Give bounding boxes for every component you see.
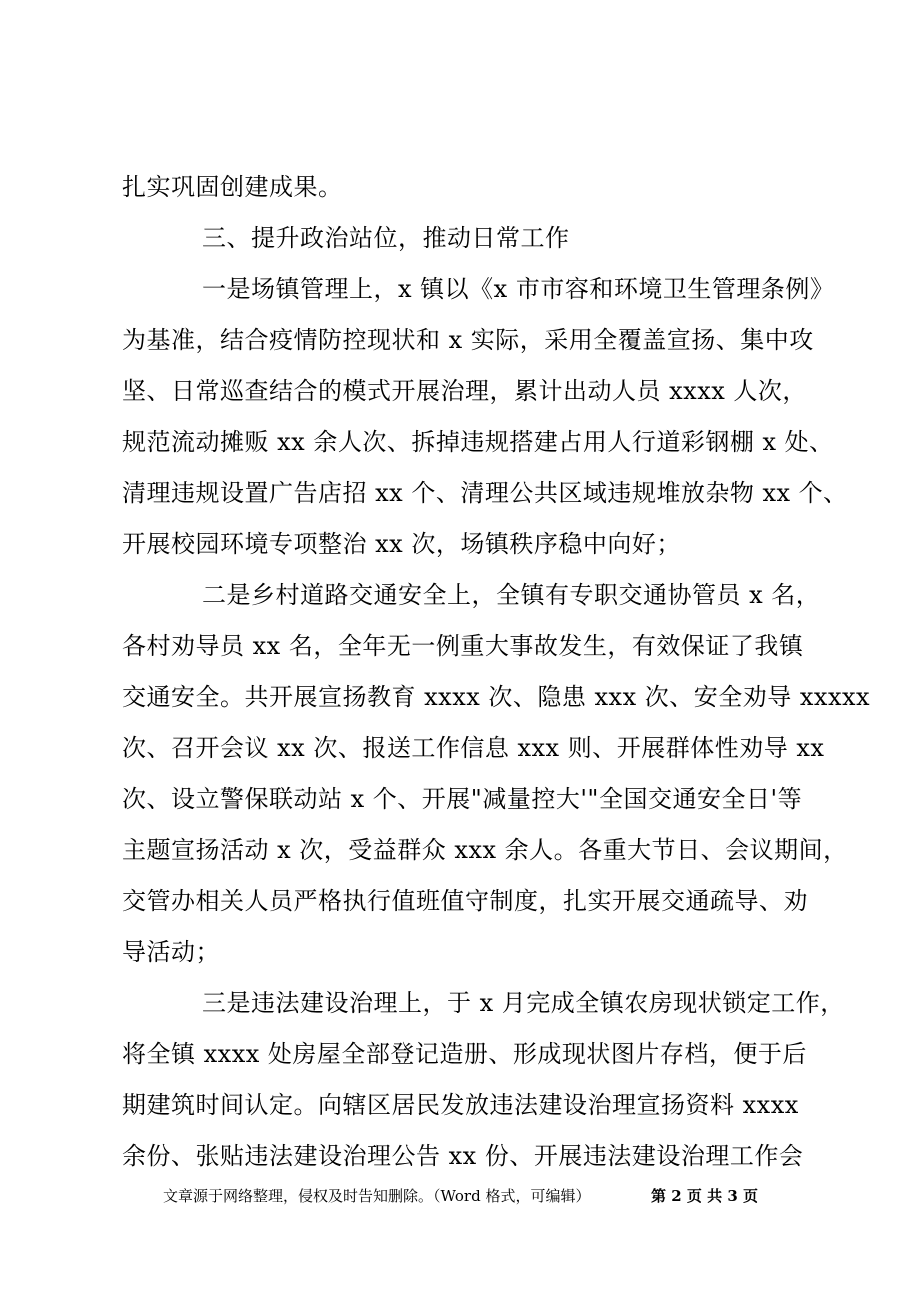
text-line-7: 清理违规设置广告店招 xx 个、清理公共区域违规堆放杂物 xx 个、 xyxy=(122,479,848,507)
text-line-9: 二是乡村道路交通安全上，全镇有专职交通协管员 x 名， xyxy=(202,581,821,609)
page-footer xyxy=(0,1186,920,1206)
text-line-20: 余份、张贴违法建设治理公告 xx 份、开展违法建设治理工作会 xyxy=(122,1142,804,1170)
text-line-12: 次、召开会议 xx 次、报送工作信息 xxx 则、开展群体性劝导 xx xyxy=(122,734,825,762)
text-line-8: 开展校园环境专项整治 xx 次，场镇秩序稳中向好； xyxy=(122,530,681,558)
text-line-4: 为基准，结合疫情防控现状和 x 实际，采用全覆盖宣扬、集中攻 xyxy=(122,326,814,354)
text-line-3: 一是场镇管理上，x 镇以《x 市市容和环境卫生管理条例》 xyxy=(202,275,835,303)
text-line-15: 交管办相关人员严格执行值班值守制度，扎实开展交通疏导、劝 xyxy=(122,887,808,915)
text-line-14: 主题宣扬活动 x 次，受益群众 xxx 余人。各重大节日、会议期间， xyxy=(122,836,848,864)
section-heading: 三、提升政治站位，推动日常工作 xyxy=(202,224,570,252)
footer-note: 文章源于网络整理，侵权及时告知删除。（Word 格式，可编辑） xyxy=(163,1187,591,1205)
text-line-13: 次、设立警保联动站 x 个、开展"减量控大'"全国交通安全日'等 xyxy=(122,785,803,813)
text-line-19: 期建筑时间认定。向辖区居民发放违法建设治理宣扬资料 xxxx xyxy=(122,1091,799,1119)
page-number: 第 2 页 共 3 页 xyxy=(651,1187,758,1205)
text-line-1: 扎实巩固创建成果。 xyxy=(122,173,343,201)
text-line-18: 将全镇 xxxx 处房屋全部登记造册、形成现状图片存档，便于后 xyxy=(122,1040,807,1068)
text-line-5: 坚、日常巡查结合的模式开展治理，累计出动人员 xxxx 人次， xyxy=(122,377,807,405)
text-line-11: 交通安全。共开展宣扬教育 xxxx 次、隐患 xxx 次、安全劝导 xxxxx xyxy=(122,683,871,711)
text-line-16: 导活动； xyxy=(122,938,220,966)
text-line-6: 规范流动摊贩 xx 余人次、拆掉违规搭建占用人行道彩钢棚 x 处、 xyxy=(122,428,834,456)
text-line-17: 三是违法建设治理上，于 x 月完成全镇农房现状锁定工作， xyxy=(202,989,845,1017)
text-line-10: 各村劝导员 xx 名，全年无一例重大事故发生，有效保证了我镇 xyxy=(122,632,804,660)
